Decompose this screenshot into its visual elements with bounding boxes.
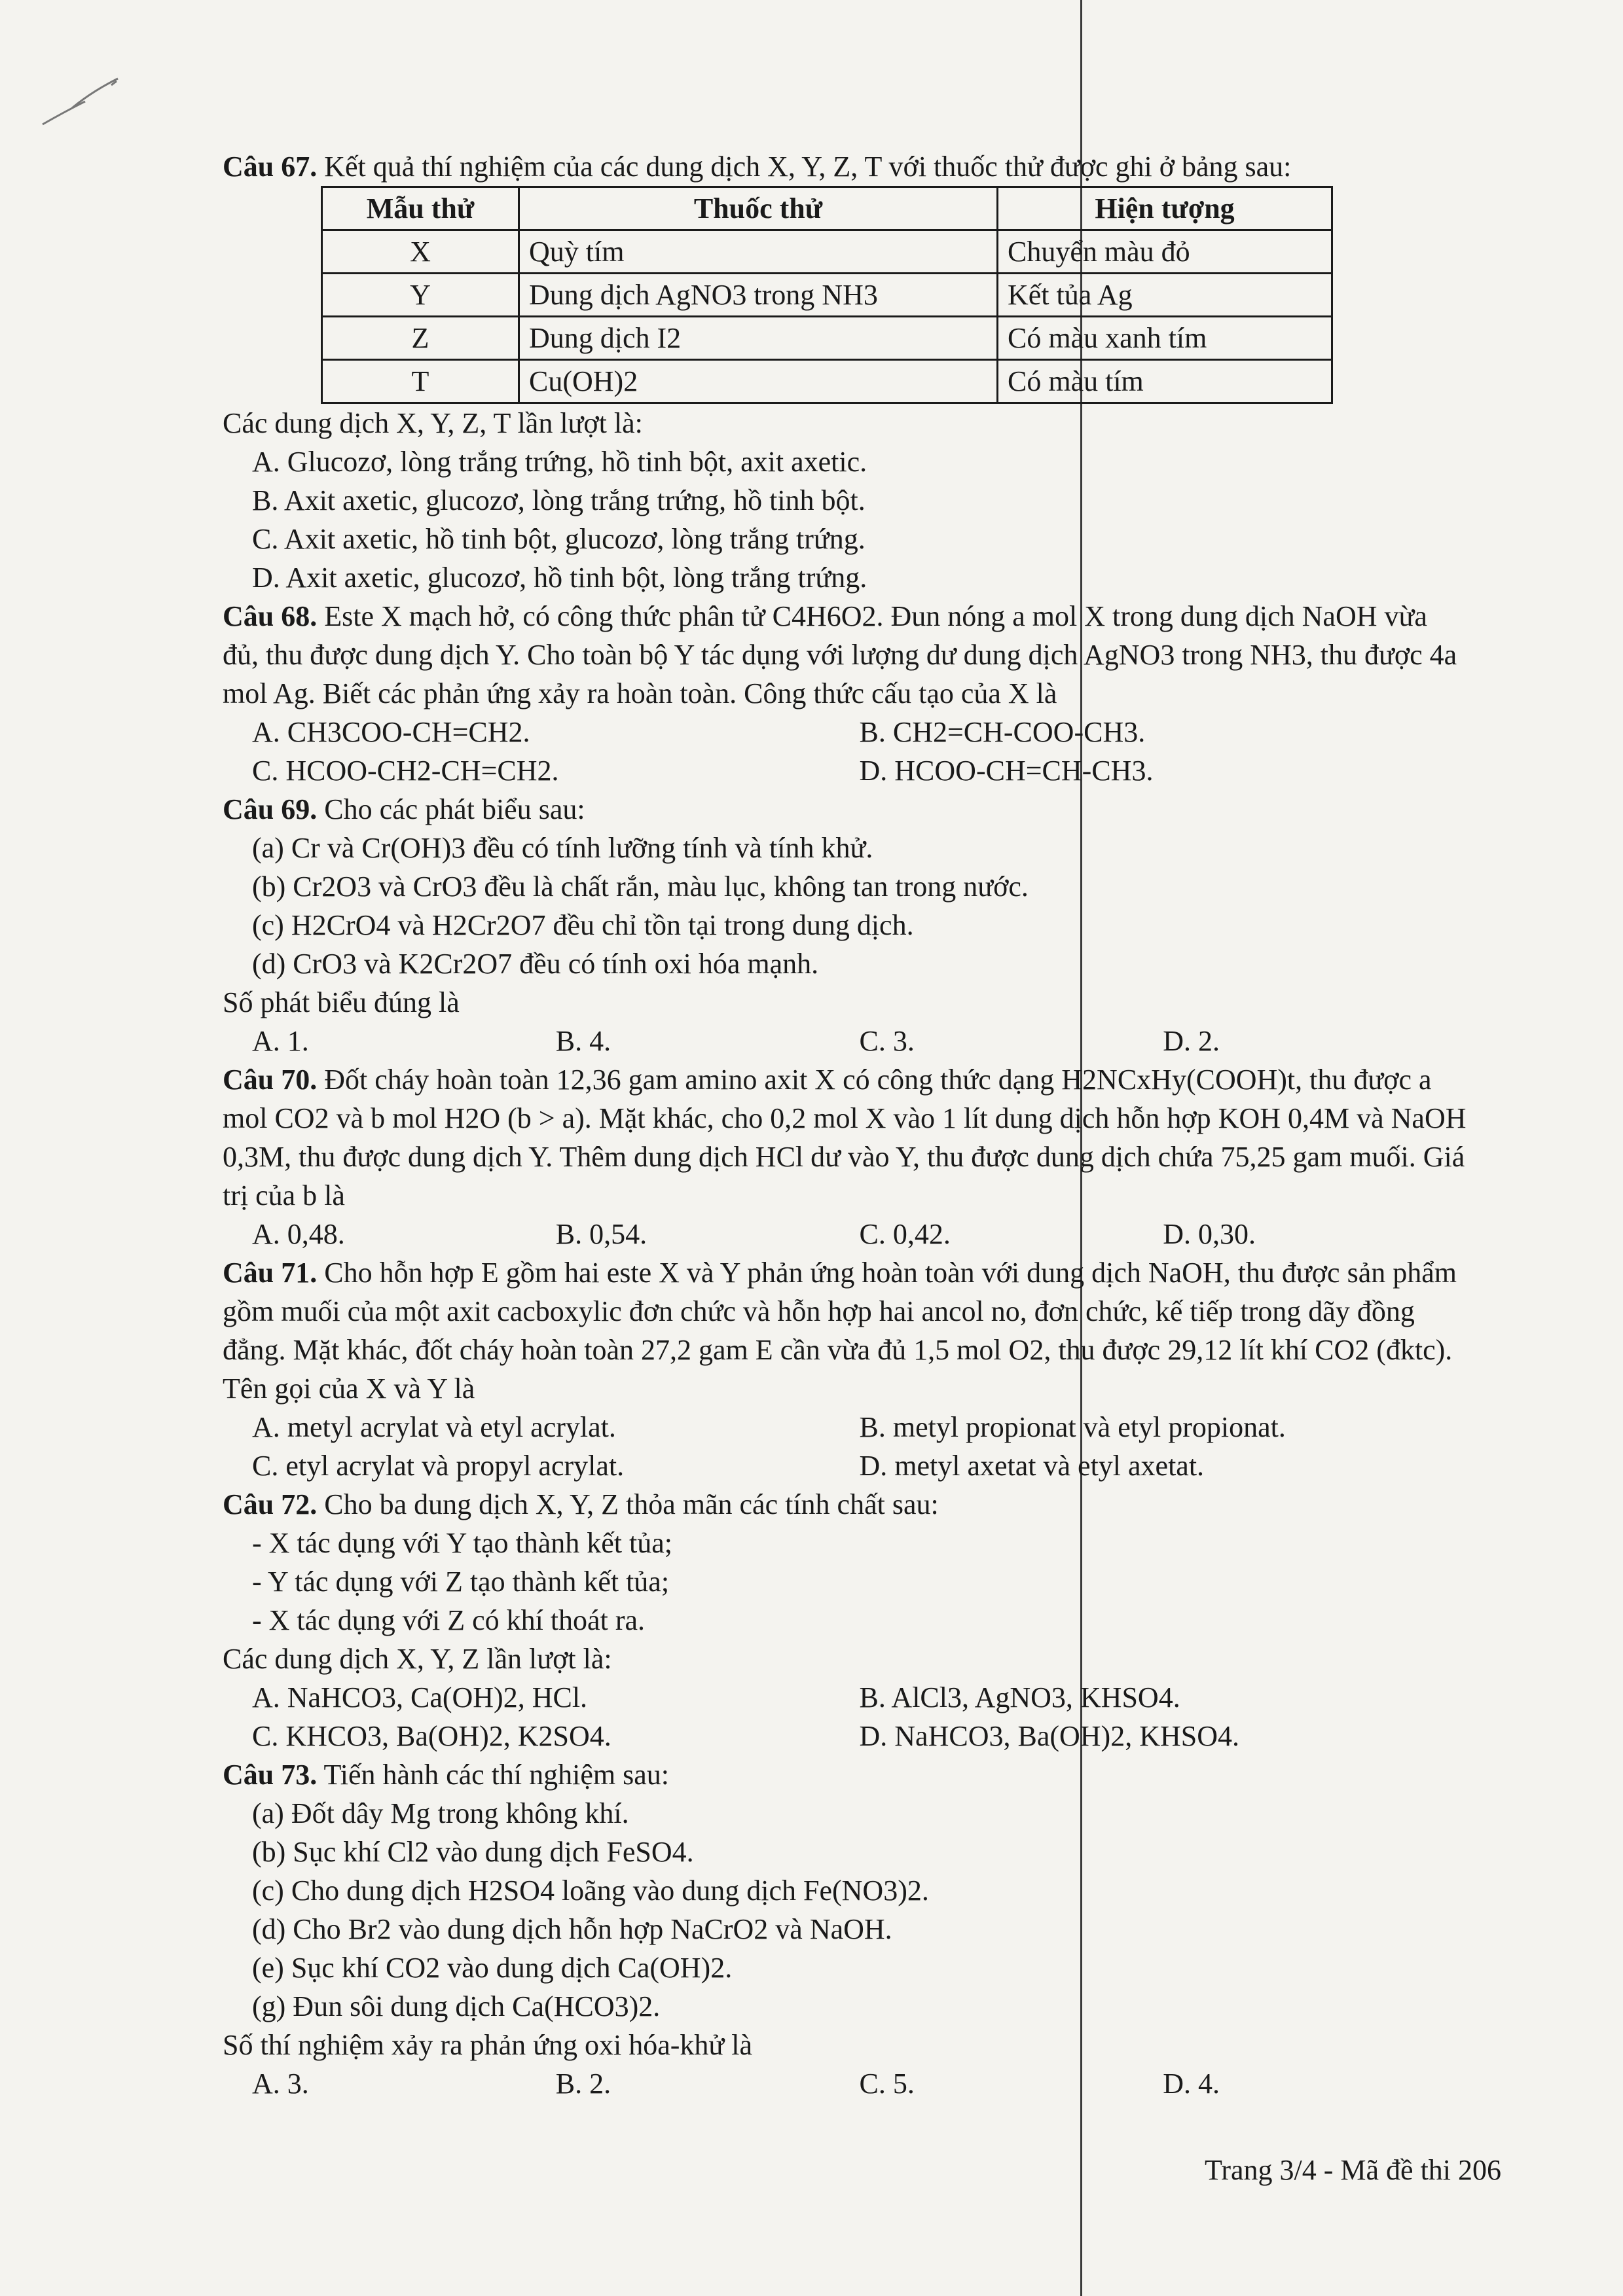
page-footer: Trang 3/4 - Mã đề thi 206 [1205, 2154, 1502, 2186]
answer-option: A. 3. [252, 2068, 309, 2100]
answer-option: C. HCOO-CH2-CH=CH2. [252, 755, 559, 787]
question-text: Đốt cháy hoàn toàn 12,36 gam amino axit X có công thức dạng H2NCxHy(COOH)t, thu được a mol CO2 và b mol H2O (b > a). Mặt khác, cho 0,2 mol X vào 1 lít dung dịch hỗn hợp KOH 0,4M và NaOH 0,3M, thu được dung dịch Y. Thêm dung dịch HCl dư vào Y, thu được dung dịch chứa 75,25 gam muối. Giá trị của b là [223, 1064, 1467, 1211]
question-prompt: Các dung dịch X, Y, Z lần lượt là: [223, 1643, 612, 1675]
answer-option: B. CH2=CH-COO-CH3. [859, 716, 1146, 748]
answer-option: D. metyl axetat và etyl axetat. [859, 1450, 1205, 1482]
table-cell: Chuyển màu đỏ [998, 230, 1332, 274]
table-cell: Y [322, 274, 519, 317]
table-cell: Dung dịch AgNO3 trong NH3 [519, 274, 998, 317]
table-row [322, 230, 1332, 274]
table-cell: Có màu xanh tím [998, 317, 1332, 360]
question-70 [223, 1060, 1467, 1215]
table-row [322, 317, 1332, 360]
question-number: Câu 73. [223, 1759, 318, 1791]
answer-option: B. metyl propionat và etyl propionat. [859, 1411, 1286, 1443]
table-cell: Kết tủa Ag [998, 274, 1332, 317]
answer-option: D. 0,30. [1163, 1218, 1256, 1250]
exam-content [223, 147, 1467, 2103]
answer-option: A. 0,48. [252, 1218, 345, 1250]
answer-option: A. 1. [252, 1025, 309, 1057]
statement: (e) Sục khí CO2 vào dung dịch Ca(OH)2. [252, 1952, 733, 1984]
table-row [322, 274, 1332, 317]
table-header: Hiện tượng [998, 187, 1332, 230]
question-number: Câu 71. [223, 1257, 318, 1289]
question-number: Câu 68. [223, 600, 318, 632]
answer-option: A. CH3COO-CH=CH2. [252, 716, 530, 748]
statement: (b) Cr2O3 và CrO3 đều là chất rắn, màu lục, không tan trong nước. [252, 870, 1029, 903]
answer-option: A. NaHCO3, Ca(OH)2, HCl. [252, 1681, 588, 1713]
table-cell: Dung dịch I2 [519, 317, 998, 360]
question-text: Cho hỗn hợp E gồm hai este X và Y phản ứng hoàn toàn với dung dịch NaOH, thu được sản phẩm gồm muối của một axit cacboxylic đơn chức và hỗn hợp hai ancol no, đơn chức, kế tiếp trong dãy đồng đẳng. Mặt khác, đốt cháy hoàn toàn 27,2 gam E cần vừa đủ 1,5 mol O2, thu được 29,12 lít khí CO2 (đktc). Tên gọi của X và Y là [223, 1257, 1457, 1405]
results-table [321, 186, 1333, 404]
question-prompt: Số thí nghiệm xảy ra phản ứng oxi hóa-khử là [223, 2029, 752, 2061]
answer-option: C. 3. [859, 1025, 915, 1057]
options-row [223, 1678, 1467, 1717]
table-cell: T [322, 360, 519, 403]
table-cell: X [322, 230, 519, 274]
question-number: Câu 67. [223, 151, 318, 183]
table-header-row [322, 187, 1332, 230]
question-68 [223, 597, 1467, 713]
options-row [223, 2064, 1467, 2103]
answer-option: B. 2. [555, 2068, 611, 2100]
question-text: Kết quả thí nghiệm của các dung dịch X, Y, Z, T với thuốc thử được ghi ở bảng sau: [324, 151, 1292, 183]
answer-option: B. 0,54. [555, 1218, 647, 1250]
statement: (b) Sục khí Cl2 vào dung dịch FeSO4. [252, 1836, 694, 1868]
answer-option: D. NaHCO3, Ba(OH)2, KHSO4. [859, 1720, 1240, 1752]
answer-option: C. KHCO3, Ba(OH)2, K2SO4. [252, 1720, 611, 1752]
answer-option: B. 4. [555, 1025, 611, 1057]
statement: (d) CrO3 và K2Cr2O7 đều có tính oxi hóa mạnh. [252, 948, 819, 980]
answer-option: B. Axit axetic, glucozơ, lòng trắng trứng, hồ tinh bột. [252, 484, 866, 516]
question-prompt: Số phát biểu đúng là [223, 986, 460, 1018]
table-cell: Quỳ tím [519, 230, 998, 274]
statement: - X tác dụng với Z có khí thoát ra. [252, 1604, 645, 1636]
question-73 [223, 1755, 1467, 1794]
options-row [223, 1717, 1467, 1755]
question-72 [223, 1485, 1467, 1524]
statement: (g) Đun sôi dung dịch Ca(HCO3)2. [252, 1990, 661, 2022]
answer-option: C. Axit axetic, hồ tinh bột, glucozơ, lòng trắng trứng. [252, 523, 866, 555]
answer-option: D. 2. [1163, 1025, 1220, 1057]
answer-option: C. etyl acrylat và propyl acrylat. [252, 1450, 625, 1482]
table-cell: Cu(OH)2 [519, 360, 998, 403]
question-number: Câu 69. [223, 793, 318, 825]
statement: (d) Cho Br2 vào dung dịch hỗn hợp NaCrO2 và NaOH. [252, 1913, 892, 1945]
question-text: Este X mạch hở, có công thức phân tử C4H6O2. Đun nóng a mol X trong dung dịch NaOH vừa đủ, thu được dung dịch Y. Cho toàn bộ Y tác dụng với lượng dư dung dịch AgNO3 trong NH3, thu được 4a mol Ag. Biết các phản ứng xảy ra hoàn toàn. Công thức cấu tạo của X là [223, 600, 1457, 709]
options-row [223, 713, 1467, 751]
question-text: Tiến hành các thí nghiệm sau: [323, 1759, 669, 1791]
options-row [223, 1408, 1467, 1446]
question-71 [223, 1253, 1467, 1408]
table-row [322, 360, 1332, 403]
question-prompt: Các dung dịch X, Y, Z, T lần lượt là: [223, 407, 643, 439]
statement: (a) Cr và Cr(OH)3 đều có tính lưỡng tính và tính khử. [252, 832, 873, 864]
table-header: Mẫu thử [322, 187, 519, 230]
statement: (a) Đốt dây Mg trong không khí. [252, 1797, 629, 1829]
answer-option: C. 0,42. [859, 1218, 951, 1250]
scan-mark [39, 72, 124, 131]
answer-option: A. Glucozơ, lòng trắng trứng, hồ tinh bột, axit axetic. [252, 446, 867, 478]
answer-option: D. Axit axetic, glucozơ, hồ tinh bột, lòng trắng trứng. [252, 562, 867, 594]
question-text: Cho ba dung dịch X, Y, Z thỏa mãn các tính chất sau: [324, 1488, 939, 1520]
table-header: Thuốc thử [519, 187, 998, 230]
question-text: Cho các phát biểu sau: [324, 793, 585, 825]
answer-option: B. AlCl3, AgNO3, KHSO4. [859, 1681, 1180, 1713]
answer-option: A. metyl acrylat và etyl acrylat. [252, 1411, 616, 1443]
options-row [223, 1446, 1467, 1485]
question-number: Câu 72. [223, 1488, 318, 1520]
answer-option: D. HCOO-CH=CH-CH3. [859, 755, 1154, 787]
answer-option: D. 4. [1163, 2068, 1220, 2100]
statement: - X tác dụng với Y tạo thành kết tủa; [252, 1527, 672, 1559]
question-number: Câu 70. [223, 1064, 318, 1096]
options-row [223, 751, 1467, 790]
options-row [223, 1022, 1467, 1060]
question-67 [223, 147, 1467, 186]
options-row [223, 1215, 1467, 1253]
answer-option: C. 5. [859, 2068, 915, 2100]
table-cell: Có màu tím [998, 360, 1332, 403]
statement: (c) H2CrO4 và H2Cr2O7 đều chỉ tồn tại trong dung dịch. [252, 909, 914, 941]
table-cell: Z [322, 317, 519, 360]
statement: - Y tác dụng với Z tạo thành kết tủa; [252, 1566, 670, 1598]
statement: (c) Cho dung dịch H2SO4 loãng vào dung dịch Fe(NO3)2. [252, 1874, 929, 1907]
question-69 [223, 790, 1467, 829]
